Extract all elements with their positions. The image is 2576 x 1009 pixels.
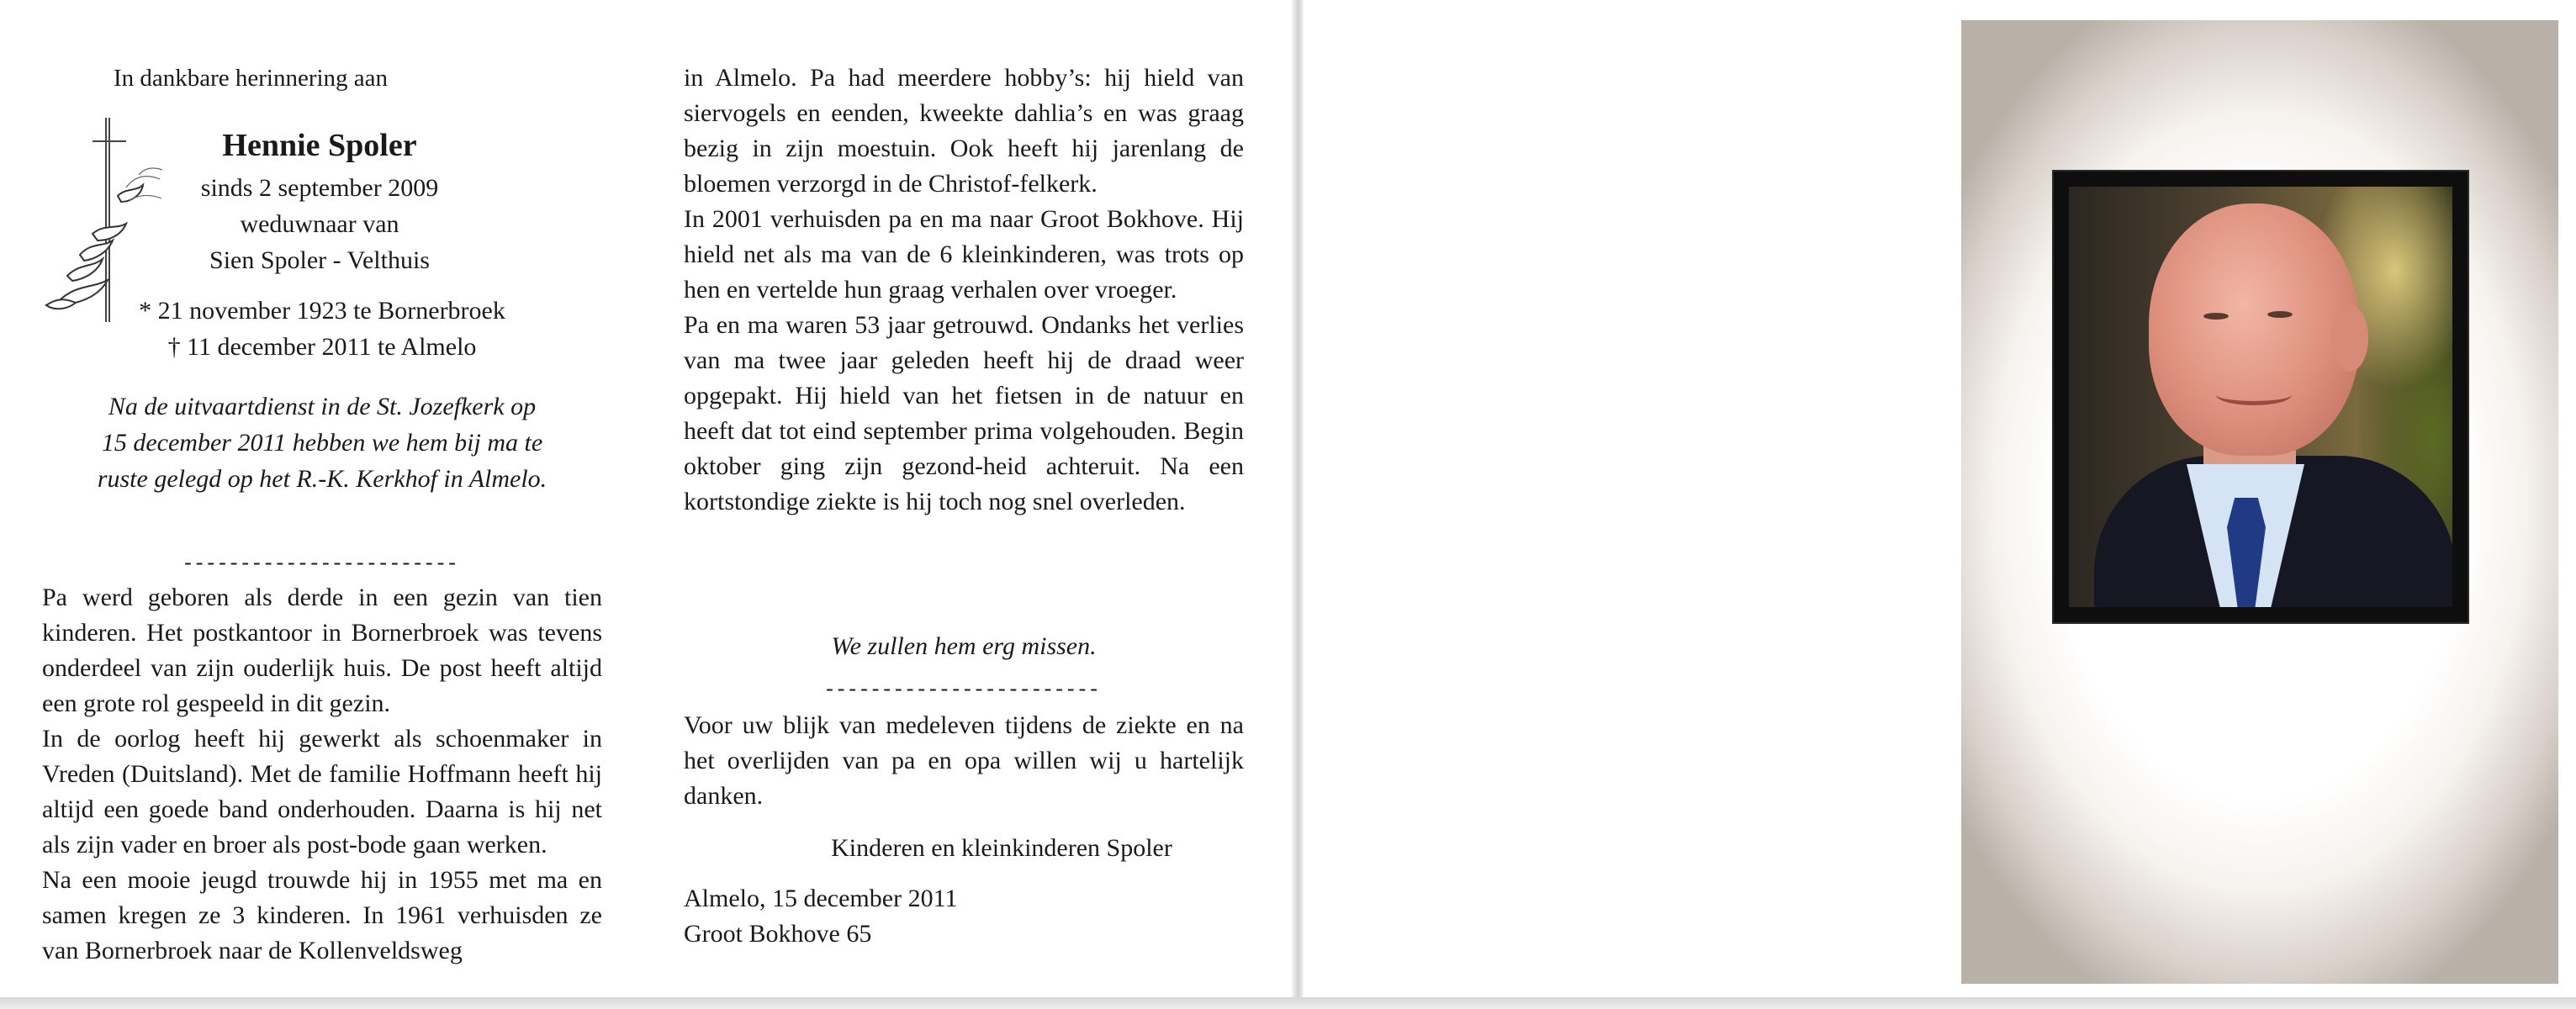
life-story-right xyxy=(684,61,1244,520)
funeral-line-1: Na de uitvaartdienst in de St. Jozefkerk op xyxy=(108,393,537,420)
portrait-frame xyxy=(2054,172,2468,622)
place-and-address xyxy=(684,881,1244,952)
card-fold xyxy=(1292,0,1304,997)
story-paragraph: Na een mooie jeugd trouwde hij in 1955 met ma en samen kregen ze 3 kinderen. In 1961 verhuisden ze van Bornerbroek naar de Kollenveldsweg xyxy=(42,866,602,964)
story-paragraph: Pa werd geboren als derde in een gezin van tien kinderen. Het postkantoor in Bornerbroek was tevens onderdeel van zijn ouderlijk huis. De post heeft altijd een grote rol gespeeld in dit gezin. xyxy=(42,584,602,717)
life-story-left xyxy=(42,580,602,969)
place-date: Almelo, 15 december 2011 xyxy=(684,885,958,912)
photo-page xyxy=(1961,20,2558,984)
widow-line-1: sinds 2 september 2009 xyxy=(200,174,439,202)
story-paragraph: In 2001 verhuisden pa en ma naar Groot Bokhove. Hij hield net als ma van de 6 kleinkinderen, was trots op hen en vertelde hun graag verhalen over vroeger. xyxy=(684,205,1244,304)
portrait-photo xyxy=(2069,187,2452,607)
signoff: Kinderen en kleinkinderen Spoler xyxy=(831,834,1172,862)
story-paragraph: in Almelo. Pa had meerdere hobby’s: hij hield van siervogels en eenden, kweekte dahlia’s en was graag bezig in zijn moestuin. Ook heeft hij jarenlang de bloemen verzorgd in de Christof-felkerk. xyxy=(684,64,1244,198)
widow-line-2: weduwnaar van xyxy=(240,210,399,238)
separator-dashes: ------------------------ xyxy=(826,676,1102,700)
card-bottom-edge xyxy=(0,997,2576,1009)
closing-italic: We zullen hem erg missen. xyxy=(831,632,1097,660)
thanks-note: Voor uw blijk van medeleven tijdens de ziekte en na het overlijden van pa en opa willen wij u hartelijk danken. xyxy=(684,711,1244,810)
funeral-line-3: ruste gelegd op het R.-K. Kerkhof in Almelo. xyxy=(97,465,547,493)
funeral-note xyxy=(42,388,602,497)
story-paragraph: In de oorlog heeft hij gewerkt als schoenmaker in Vreden (Duitsland). Met de familie Hoffmann heeft hij altijd een goede band onderhouden. Daarna is hij net als zijn vader en broer als post-bode gaan werken. xyxy=(42,725,602,858)
address: Groot Bokhove 65 xyxy=(684,920,872,948)
funeral-line-2: 15 december 2011 hebben we hem bij ma te xyxy=(101,429,543,457)
life-dates xyxy=(42,293,602,365)
name-block xyxy=(160,121,479,278)
story-paragraph: Pa en ma waren 53 jaar getrouwd. Ondanks het verlies van ma twee jaar geleden heeft hij de draad weer opgepakt. Hij hield van het fietsen in de natuur en heeft dat tot eind september prima volgehouden. Begin oktober ging zijn gezond-heid achteruit. Na een kortstondige ziekte is hij toch nog snel overleden. xyxy=(684,311,1244,515)
death-date: † 11 december 2011 te Almelo xyxy=(167,333,477,361)
birth-date: * 21 november 1923 te Bornerbroek xyxy=(139,297,505,325)
separator-dashes: ------------------------ xyxy=(184,550,460,574)
widow-line-3: Sien Spoler - Velthuis xyxy=(209,246,430,274)
deceased-name: Hennie Spoler xyxy=(222,128,417,163)
intro-line: In dankbare herinnering aan xyxy=(113,65,389,92)
